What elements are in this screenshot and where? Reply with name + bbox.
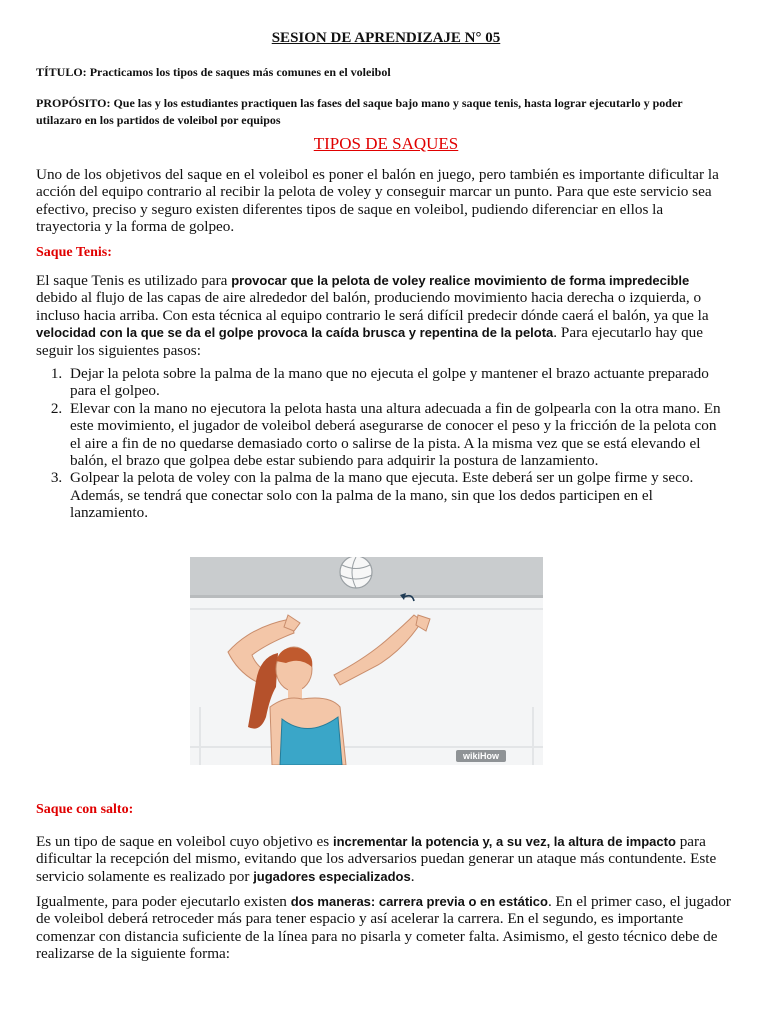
salto-paragraph: [36, 833, 731, 885]
titulo-text: Practicamos los tipos de saques más comunes en el voleibol: [89, 65, 391, 79]
tenis-text-1: El saque Tenis es utilizado para: [36, 272, 232, 289]
titulo-label: TÍTULO:: [36, 65, 87, 79]
salto-text-2: para dificultar la recepción del mismo, evitando que los adversarios puedan generar un ataque más contundente. Este servicio solamente es realizado por: [36, 833, 717, 885]
intro-paragraph: Uno de los objetivos del saque en el voleibol es poner el balón en juego, pero también es importante dificultar la acción del equipo contrario al recibir la pelota de voley y conseguir marcar un punto. Para que este servicio sea efectivo, preciso y seguro existen diferentes tipos de saque en voleibol, pudiendo diferenciar en ellos la trayectoria y la forma de golpeo.: [36, 166, 719, 236]
volleyball-serve-illustration: [190, 557, 543, 765]
list-item: 2. Elevar con la mano no ejecutora la pelota hasta una altura adecuada a fin de golpearla con la otra mano. En este movimiento, el jugador de voleibol deberá asegurarse de conocer el peso y la fricción de la pelota con el aire a fin de no quedarse demasiado corto o salirse de la pista. A la misma vez que se está elevando el balón, el brazo que golpea debe estar subiendo para adquirir la postura de lanzamiento.: [66, 400, 731, 470]
tenis-bold-2: velocidad con la que se da el golpe provoca la caída brusca y repentina de la pelota: [36, 325, 554, 341]
salto-bold-2: jugadores especializados: [253, 868, 411, 884]
salto-text-3: .: [410, 867, 415, 885]
salto-heading: Saque con salto:: [36, 802, 134, 817]
section-title: TIPOS DE SAQUES: [313, 134, 459, 153]
salto-bold-1: incrementar la potencia y, a su vez, la altura de impacto: [332, 834, 676, 849]
proposito-line: [36, 95, 731, 129]
tenis-steps: [36, 365, 731, 522]
tenis-paragraph: [36, 272, 731, 359]
salto-text-5: . En el primer caso, el jugador de voleibol deberá retroceder más para tener espacio y así acelerar la carrera. En el segundo, es importante comenzar con distancia suficiente de la línea para no pisarla y cometer falta. Asimismo, el gesto técnico debe de realizarse de la siguiente forma:: [36, 893, 731, 963]
salto-text-1: Es un tipo de saque en voleibol cuyo objetivo es: [36, 833, 333, 850]
tenis-bold-1: provocar que la pelota de voley realice movimiento de forma impredecible: [231, 273, 690, 288]
tenis-text-2: debido al flujo de las capas de aire alrededor del balón, produciendo movimiento hacia derecha o izquierda, o incluso hacia arriba. Con esta técnica al equipo contrario le será difícil predecir dónde caerá el balón, ya que la: [36, 289, 709, 324]
serve-illustration-svg: [190, 557, 543, 765]
list-item: 1. Dejar la pelota sobre la palma de la mano que no ejecuta el golpe y mantener el brazo actuante preparado para el golpeo.: [66, 365, 731, 400]
salto-bold-3: dos maneras: carrera previa o en estático: [290, 894, 548, 909]
proposito-label: PROPÓSITO:: [36, 96, 111, 110]
list-item: 3. Golpear la pelota de voley con la palma de la mano que ejecuta. Este deberá ser un golpe firme y seco. Además, se tendrá que conectar solo con la palma de la mano, sin que los dedos participen en el lanzamiento.: [66, 469, 731, 521]
titulo-line: [36, 64, 731, 81]
watermark-text: wikiHow: [462, 751, 500, 761]
proposito-text: Que las y los estudiantes practiquen las fases del saque bajo mano y saque tenis, hasta lograr ejecutarlo y poder utilazaro en los partidos de voleibol por equipos: [36, 96, 683, 127]
tenis-text-3: . Para ejecutarlo hay que seguir los siguientes pasos:: [36, 324, 703, 359]
salto-text-4: Igualmente, para poder ejecutarlo existen: [36, 893, 291, 910]
session-title: SESION DE APRENDIZAJE N° 05: [271, 30, 501, 46]
salto-paragraph-2: [36, 893, 731, 963]
tenis-heading: Saque Tenis:: [36, 245, 112, 260]
